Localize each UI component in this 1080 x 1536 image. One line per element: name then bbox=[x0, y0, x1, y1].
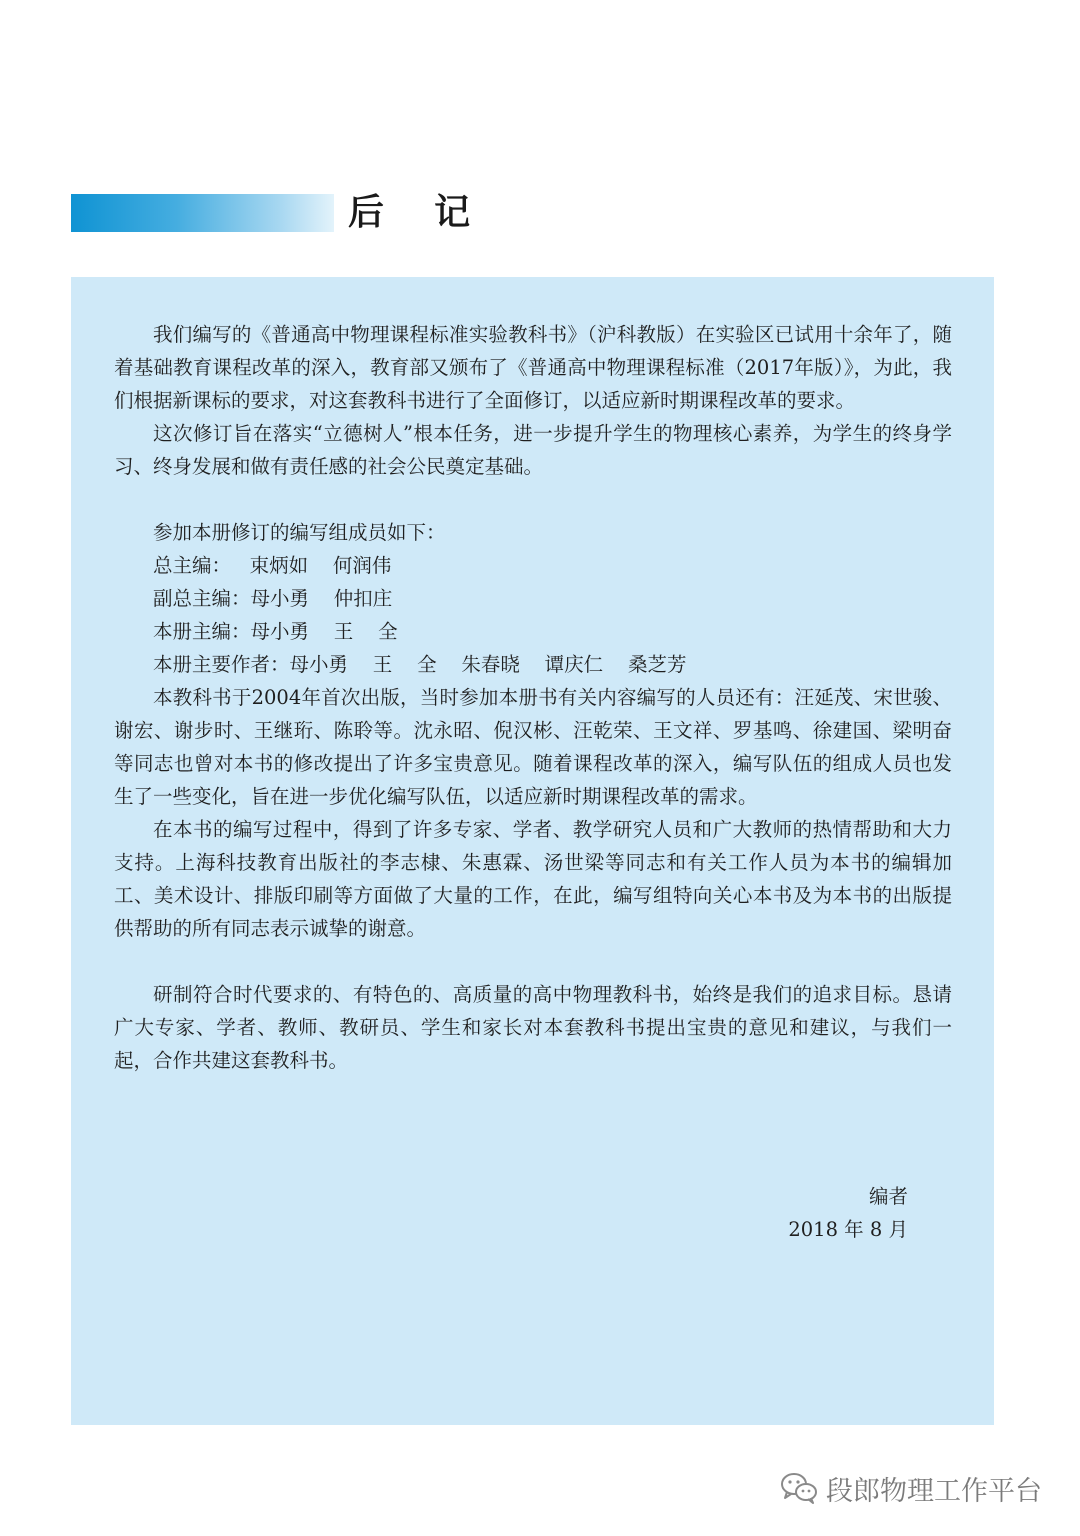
paragraph-first-edition: 本教科书于2004年首次出版，当时参加本册书有关内容编写的人员还有：汪延茂、宋世骏、谢宏、谢步时、王继珩、陈聆等。沈永昭、倪汉彬、汪乾荣、王文祥、罗基鸣、徐建国、梁明奋等同志也曾对本书的修改提出了许多宝贵意见。随着课程改革的深入，编写队伍的组成人员也发生了一些变化，旨在进一步优化编写队伍，以适应新时期课程改革的需求。 bbox=[114, 686, 952, 808]
signature-author: 编者 bbox=[868, 1185, 908, 1208]
paragraph-revision-background: 我们编写的《普通高中物理课程标准实验教科书》（沪科教版）在实验区已试用十余年了，随着基础教育课程改革的深入，教育部又颁布了《普通高中物理课程标准（2017年版）》，为此，我们根据新课标的要求，对这套教科书进行了全面修订，以适应新时期课程改革的要求。 bbox=[114, 323, 952, 412]
paragraph-acknowledgements: 在本书的编写过程中，得到了许多专家、学者、教学研究人员和广大教师的热情帮助和大力支持。上海科技教育出版社的李志棣、朱惠霖、汤世梁等同志和有关工作人员为本书的编辑加工、美术设计、排版印刷等方面做了大量的工作，在此，编写组特向关心本书及为本书的出版提供帮助的所有同志表示诚挚的谢意。 bbox=[114, 818, 952, 940]
spacer bbox=[114, 945, 952, 978]
watermark bbox=[780, 1468, 1042, 1508]
member-line-volume-editors: 本册主编：母小勇 王 全 bbox=[153, 620, 398, 643]
afterword-text bbox=[114, 318, 952, 1077]
member-line-deputy-chief-editors: 副总主编：母小勇 仲扣庄 bbox=[153, 587, 393, 610]
signature-date: 2018 年 8 月 bbox=[788, 1218, 908, 1241]
member-line-chief-editors: 总主编： 束炳如 何润伟 bbox=[153, 554, 392, 577]
page-title: 后 记 bbox=[348, 192, 471, 233]
watermark-text: 段郎物理工作平台 bbox=[826, 1475, 1042, 1507]
spacer bbox=[114, 483, 952, 516]
signature bbox=[788, 1180, 908, 1246]
heading-accent-bar bbox=[71, 194, 334, 232]
member-line-main-authors: 本册主要作者：母小勇 王 全 朱春晓 谭庆仁 桑芝芳 bbox=[153, 653, 687, 676]
paragraph-closing: 研制符合时代要求的、有特色的、高质量的高中物理教科书，始终是我们的追求目标。恳请广大专家、学者、教师、教研员、学生和家长对本套教科书提出宝贵的意见和建议，与我们一起，合作共建这套教科书。 bbox=[114, 983, 952, 1072]
members-intro: 参加本册修订的编写组成员如下： bbox=[153, 521, 446, 544]
paragraph-revision-purpose: 这次修订旨在落实“立德树人”根本任务，进一步提升学生的物理核心素养，为学生的终身学习、终身发展和做有责任感的社会公民奠定基础。 bbox=[114, 422, 952, 478]
wechat-icon bbox=[780, 1472, 818, 1504]
